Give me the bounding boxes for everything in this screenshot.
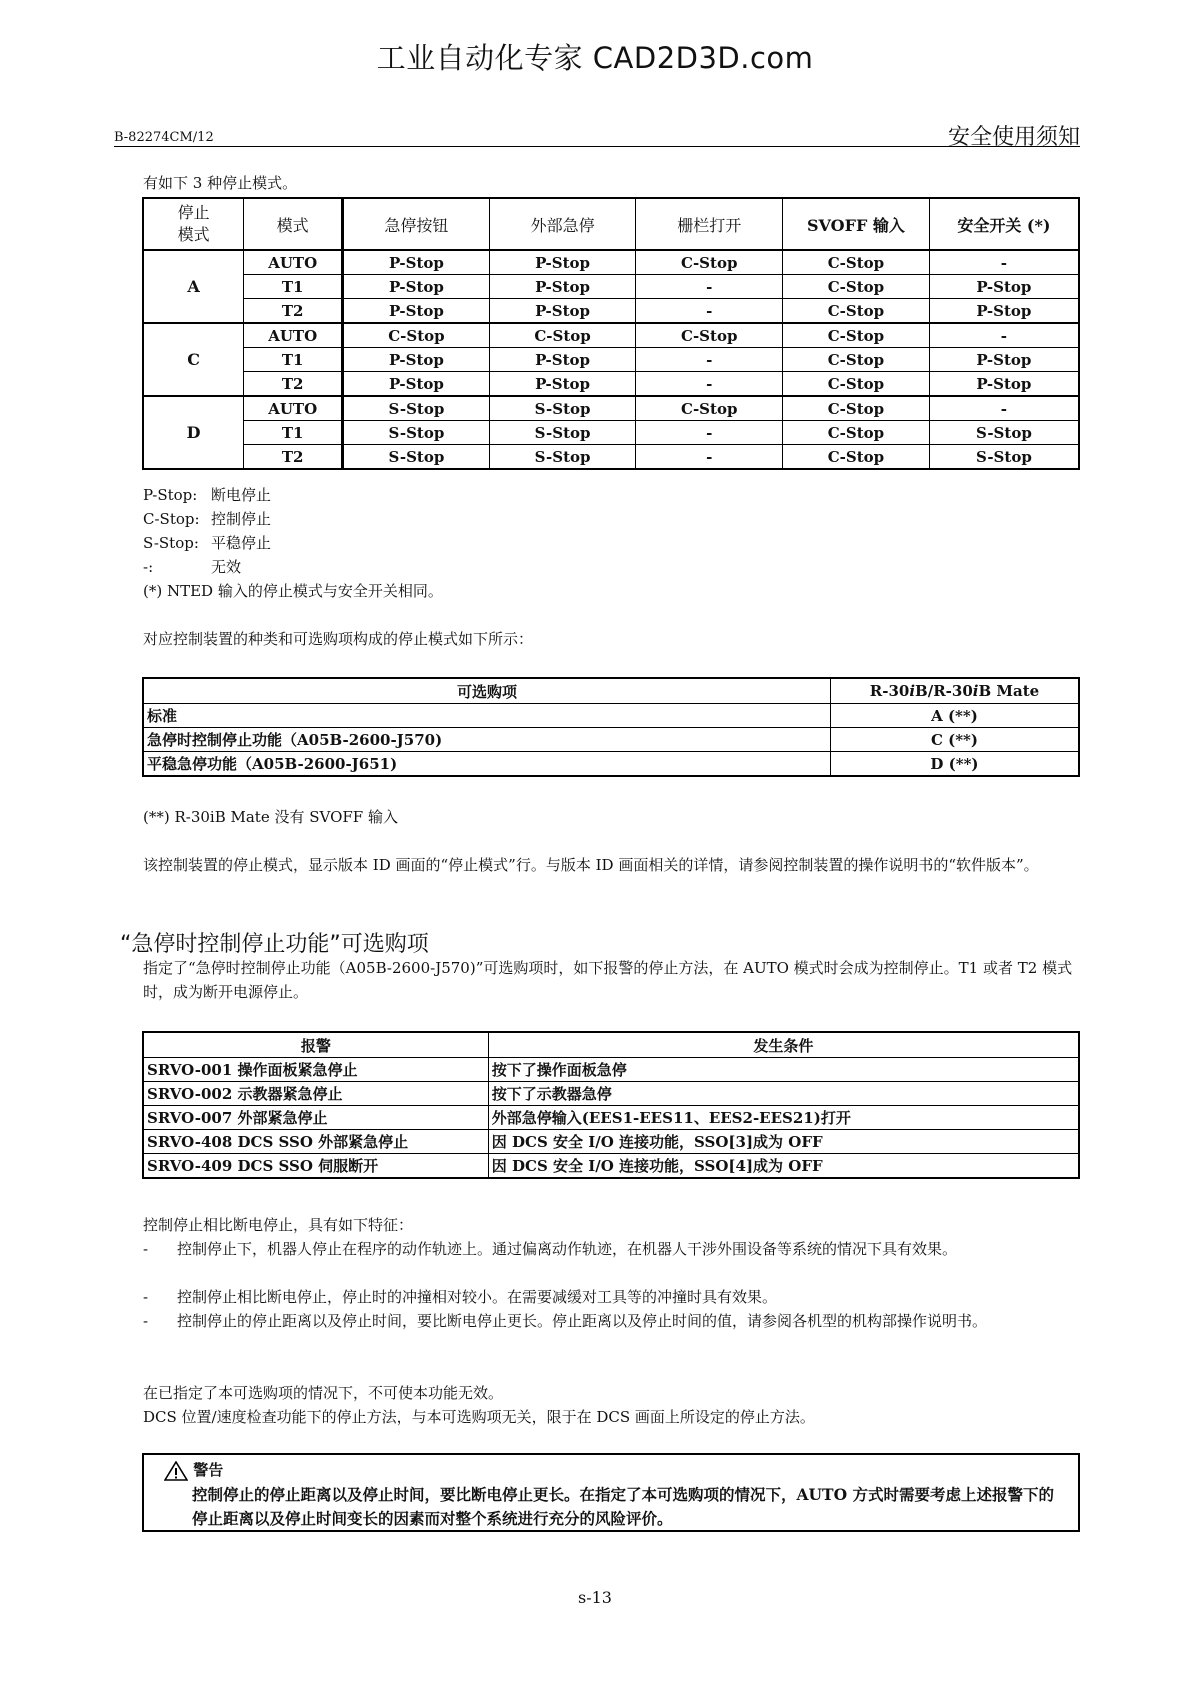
warning-triangle-icon [164,1461,188,1481]
table-row [143,348,1079,372]
table-row [143,445,1079,470]
table-row [143,275,1079,299]
legend-item: P-Stop: 断电停止 [143,486,272,504]
feature-item: - 控制停止下，机器人停止在程序的动作轨迹上。通过偏离动作轨迹，在机器人干涉外围设备等系统的情况下具有效果。 [143,1240,958,1258]
header-estop-button: 急停按钮 [343,198,490,250]
table-cell: P-Stop [343,275,490,299]
stop-mode-cell: A [143,250,244,323]
watermark: 工业自动化专家 CAD2D3D.com [376,41,814,75]
table-cell: P-Stop [343,299,490,324]
table-row: SRVO-007 外部紧急停止 外部急停输入(EES1-EES11、EES2-EES21)打开 [143,1106,1079,1130]
table-cell: T2 [244,445,343,470]
table-cell: T1 [244,421,343,445]
table-cell: T1 [244,275,343,299]
section-heading: “急停时控制停止功能”可选购项 [120,932,429,957]
header-alarm: 报警 [143,1032,488,1058]
table-cell: S-Stop [343,445,490,470]
table-cell: C-Stop [783,275,930,299]
legend-item: C-Stop: 控制停止 [143,510,272,528]
table-cell: C-Stop [783,421,930,445]
table-cell: - [929,323,1079,348]
table-cell: - [636,445,783,470]
feature-item: - 控制停止相比断电停止，停止时的冲撞相对较小。在需要减缓对工具等的冲撞时具有效果。 [143,1288,778,1306]
stop-mode-cell: D [143,396,244,469]
table-cell: S-Stop [489,396,636,421]
table-cell: - [636,421,783,445]
table-cell: AUTO [244,250,343,275]
table-cell: - [636,275,783,299]
header-external-estop: 外部急停 [489,198,636,250]
table-cell: P-Stop [489,275,636,299]
table-row [143,421,1079,445]
table-cell: P-Stop [489,299,636,324]
header-mode: 模式 [244,198,343,250]
table-cell: - [636,348,783,372]
table-cell: P-Stop [343,372,490,397]
header-svoff-input: SVOFF 输入 [783,198,930,250]
table-row [143,323,1079,348]
table-cell: P-Stop [929,275,1079,299]
header-controller: R-30iB/R-30iB Mate [830,678,1079,704]
features-intro: 控制停止相比断电停止，具有如下特征： [143,1216,414,1234]
intro-text: 有如下 3 种停止模式。 [143,174,298,192]
note-star: (*) NTED 输入的停止模式与安全开关相同。 [143,582,443,600]
table-cell: P-Stop [343,348,490,372]
header-fence-open: 栅栏打开 [636,198,783,250]
header-option: 可选购项 [143,678,830,704]
table-row [143,299,1079,324]
table-cell: - [636,299,783,324]
table-cell: AUTO [244,323,343,348]
warning-text: 控制停止的停止距离以及停止时间，要比断电停止更长。在指定了本可选购项的情况下，AUTO 方式时需要考虑上述报警下的停止距离以及停止时间变长的因素而对整个系统进行充分的风险评价。 [192,1485,1054,1528]
table-cell: P-Stop [929,299,1079,324]
note-double-star: (**) R-30iB Mate 没有 SVOFF 输入 [143,808,398,826]
table-row [143,372,1079,397]
table-cell: C-Stop [783,372,930,397]
table-row: 平稳急停功能（A05B-2600-J651) D (**) [143,752,1079,777]
table-cell: P-Stop [489,348,636,372]
table-cell: S-Stop [343,421,490,445]
table-cell: P-Stop [489,372,636,397]
table-row: SRVO-408 DCS SSO 外部紧急停止 因 DCS 安全 I/O 连接功能，SSO[3]成为 OFF [143,1130,1079,1154]
table-cell: T2 [244,299,343,324]
alarm-table [142,1031,1080,1179]
legend [143,483,443,603]
warning-header [164,1459,223,1481]
table-row: SRVO-002 示教器紧急停止 按下了示教器急停 [143,1082,1079,1106]
table-cell: S-Stop [489,421,636,445]
table-cell: C-Stop [636,250,783,275]
table-cell: C-Stop [783,323,930,348]
table-cell: P-Stop [343,250,490,275]
option-table [142,677,1080,777]
header-stop-mode: 停止 模式 [143,198,244,250]
table-cell: S-Stop [929,421,1079,445]
table-cell: - [929,396,1079,421]
table-cell: C-Stop [489,323,636,348]
legend-item: -: 无效 [143,558,242,576]
warning-box [142,1453,1080,1532]
table-cell: S-Stop [929,445,1079,470]
page-number: s-13 [578,1588,612,1607]
header-condition: 发生条件 [488,1032,1079,1058]
table-cell: P-Stop [489,250,636,275]
table-cell: - [929,250,1079,275]
table-cell: AUTO [244,396,343,421]
table-cell: C-Stop [783,299,930,324]
table-cell: T2 [244,372,343,397]
stop-mode-table [142,197,1080,470]
closing-paragraph-2: DCS 位置/速度检查功能下的停止方法，与本可选购项无关，限于在 DCS 画面上所设定的停止方法。 [143,1408,815,1426]
table-cell: T1 [244,348,343,372]
table-cell: C-Stop [783,396,930,421]
doc-title: 安全使用须知 [947,125,1080,150]
header-rule [114,146,1080,147]
table-cell: C-Stop [783,348,930,372]
warning-label: 警告 [193,1461,224,1479]
table-row: 标准 A (**) [143,704,1079,728]
feature-item: - 控制停止的停止距离以及停止时间，要比断电停止更长。停止距离以及停止时间的值，请参阅各机型的机构部操作说明书。 [143,1312,988,1330]
table-cell: C-Stop [783,445,930,470]
table-cell: - [636,372,783,397]
doc-id: B-82274CM/12 [114,130,214,145]
table-row: SRVO-001 操作面板紧急停止 按下了操作面板急停 [143,1058,1079,1082]
table-cell: C-Stop [343,323,490,348]
table-row [143,250,1079,275]
table-cell: C-Stop [783,250,930,275]
option-intro: 对应控制装置的种类和可选购项构成的停止模式如下所示： [143,630,534,648]
legend-item: S-Stop: 平稳停止 [143,534,272,552]
stop-mode-cell: C [143,323,244,396]
version-paragraph: 该控制装置的停止模式，显示版本 ID 画面的“停止模式”行。与版本 ID 画面相关的详情，请参阅控制装置的操作说明书的“软件版本”。 [143,856,1039,874]
table-cell: P-Stop [929,348,1079,372]
header-safety-switch: 安全开关 (*) [929,198,1079,250]
table-row: SRVO-409 DCS SSO 伺服断开 因 DCS 安全 I/O 连接功能，SSO[4]成为 OFF [143,1154,1079,1179]
closing-paragraph-1: 在已指定了本可选购项的情况下，不可使本功能无效。 [143,1384,504,1402]
table-cell: S-Stop [489,445,636,470]
table-cell: C-Stop [636,323,783,348]
section-paragraph: 指定了“急停时控制停止功能（A05B-2600-J570)”可选购项时，如下报警的停止方法，在 AUTO 模式时会成为控制停止。T1 或者 T2 模式时，成为断开电源停止。 [143,959,1073,1001]
table-row [143,396,1079,421]
table-row: 急停时控制停止功能（A05B-2600-J570) C (**) [143,728,1079,752]
table-cell: S-Stop [343,396,490,421]
table-cell: C-Stop [636,396,783,421]
table-cell: P-Stop [929,372,1079,397]
